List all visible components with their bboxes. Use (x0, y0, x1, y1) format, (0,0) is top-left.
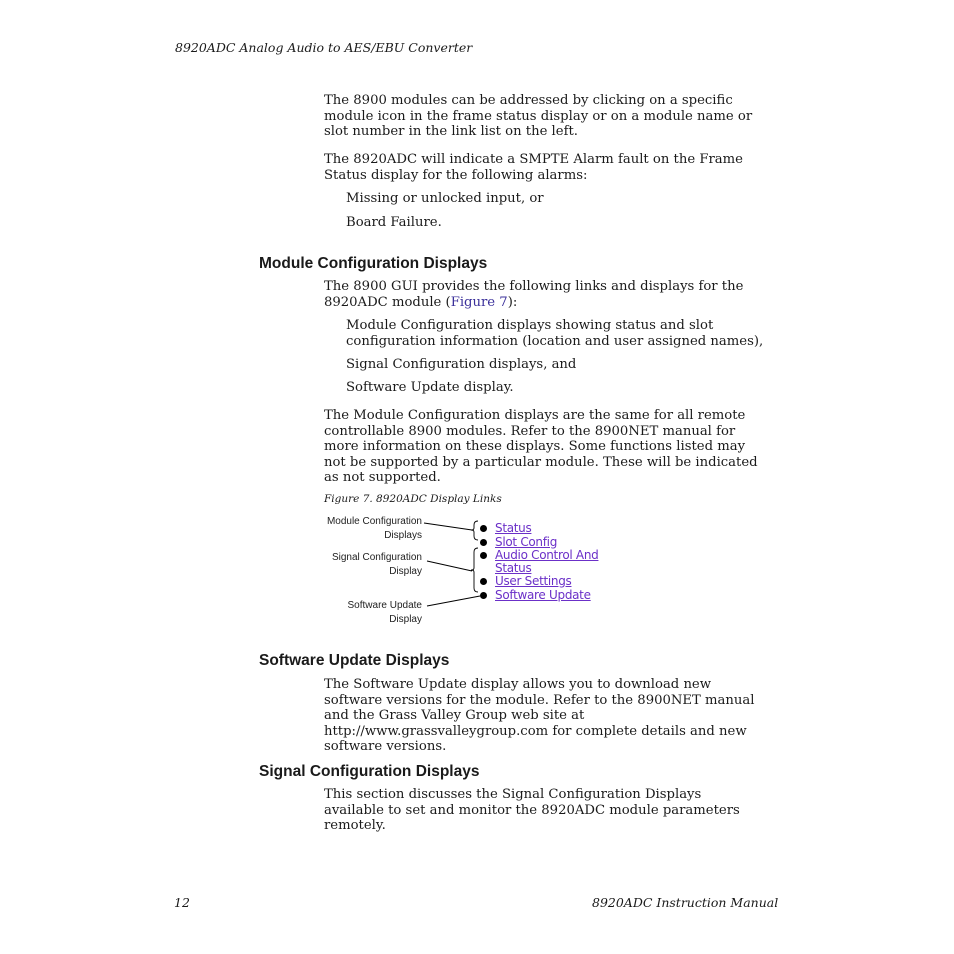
module-config-item-2: Signal Configuration displays, and (346, 357, 577, 372)
bullet-dot (480, 552, 487, 559)
label-software-update-display: Software Update Display (347, 600, 422, 625)
link-audio-control-and-status[interactable]: Audio Control And (495, 548, 599, 562)
callout-line-module-config (424, 523, 472, 530)
page-number: 12 (174, 895, 190, 910)
module-config-item-1: Module Configuration displays showing status and slot configuration information (location and user assigned names), (346, 318, 764, 349)
heading-signal-configuration: Signal Configuration Displays (259, 763, 480, 780)
module-config-paragraph-2: The Module Configuration displays are the same for all remote controllable 8900 modules. Refer to the 8900NET manual for more information on these displays. Some functions listed may not be supported by a particular module. These will be indicated as not supported. (324, 408, 758, 486)
software-update-paragraph: The Software Update display allows you to download new software versions for the module. Refer to the 8900NET manual and the Grass Valley Group web site at http://www.grassvalleygroup.com for complete details and new software versions. (324, 677, 755, 755)
running-header: 8920ADC Analog Audio to AES/EBU Converter (175, 40, 473, 55)
footer-manual-title: 8920ADC Instruction Manual (592, 895, 779, 910)
intro-paragraph-2: The 8920ADC will indicate a SMPTE Alarm fault on the Frame Status display for the following alarms: (324, 152, 743, 183)
brace-signal-config (471, 548, 478, 592)
callout-line-software-update (427, 596, 480, 606)
module-config-paragraph-1 (324, 279, 764, 310)
module-config-intro-text: The 8900 GUI provides the following links and displays for the 8920ADC module ( (324, 279, 744, 310)
figure-7-link[interactable]: Figure 7 (450, 294, 508, 310)
bullet-dot (480, 592, 487, 599)
figure-caption: Figure 7. 8920ADC Display Links (324, 493, 502, 505)
label-signal-config-display: Signal Configuration Display (331, 552, 422, 577)
link-user-settings[interactable]: User Settings (495, 574, 572, 588)
link-audio-control-and-status-line-2[interactable]: Status (495, 561, 532, 575)
alarm-item-missing-input: Missing or unlocked input, or (346, 191, 544, 206)
bullet-dot (480, 578, 487, 585)
module-config-intro-tail: ): (507, 294, 518, 310)
module-config-item-3: Software Update display. (346, 380, 514, 395)
link-slot-config[interactable]: Slot Config (495, 535, 558, 549)
alarm-item-board-failure: Board Failure. (346, 215, 442, 230)
signal-config-paragraph: This section discusses the Signal Configuration Displays available to set and monitor the 8920ADC module parameters remotely. (324, 787, 740, 834)
brace-module-config (471, 521, 478, 540)
callout-line-signal-config (427, 561, 472, 571)
bullet-dot (480, 539, 487, 546)
bullet-dot (480, 525, 487, 532)
heading-software-update: Software Update Displays (259, 652, 450, 669)
display-links-figure (320, 510, 620, 630)
intro-paragraph-1: The 8900 modules can be addressed by clicking on a specific module icon in the frame status display or on a module name or slot number in the link list on the left. (324, 93, 753, 140)
label-module-config-displays: Module Configuration Displays (326, 516, 422, 541)
link-software-update[interactable]: Software Update (495, 588, 591, 602)
heading-module-configuration: Module Configuration Displays (259, 255, 488, 272)
link-status[interactable]: Status (495, 521, 532, 535)
